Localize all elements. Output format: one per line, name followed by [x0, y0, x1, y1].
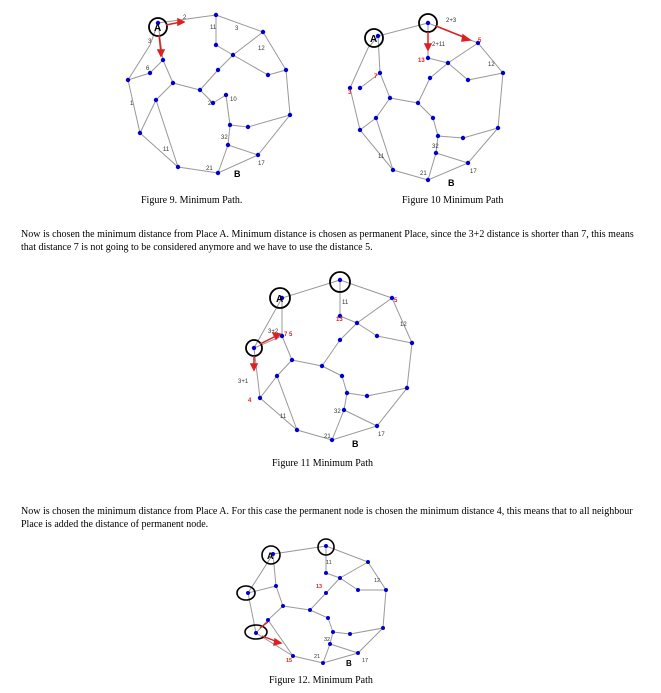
svg-text:2: 2 — [208, 101, 212, 107]
figure-10-caption: Figure 10 Minimum Path — [402, 195, 504, 206]
node-b-label: B — [234, 169, 241, 177]
svg-text:2+3: 2+3 — [446, 18, 457, 24]
svg-text:11: 11 — [163, 147, 170, 153]
node-a-label-10: A — [370, 34, 378, 45]
svg-text:11: 11 — [210, 25, 217, 31]
svg-text:32: 32 — [324, 637, 331, 643]
svg-text:5: 5 — [478, 38, 482, 44]
svg-text:7: 7 — [374, 74, 378, 80]
paragraph-2: Now is chosen the minimum distance from Place A. For this case the permanent node is chosen the minimum distance 4, this means that to all neighbour Place is added the distance of permanent node. — [21, 506, 633, 530]
figure-11-graph — [232, 268, 427, 448]
svg-text:3: 3 — [148, 39, 152, 45]
figure-12-caption: Figure 12. Minimum Path — [269, 675, 373, 686]
svg-text:B: B — [448, 178, 455, 188]
svg-text:5: 5 — [394, 298, 398, 304]
figure-12-graph — [228, 538, 408, 670]
svg-text:13: 13 — [316, 584, 323, 590]
figure-9-graph — [118, 5, 298, 177]
figure-11-caption: Figure 11 Minimum Path — [272, 458, 374, 469]
svg-text:21: 21 — [324, 434, 331, 440]
svg-text:3: 3 — [235, 26, 239, 32]
svg-text:3+1: 3+1 — [238, 379, 249, 385]
paragraph-1: Now is chosen the minimum distance from Place A. Minimum distance is chosen as permanent Place, since the 3+2 distance is shorter than 7, this means that distance 7 is not going to be considered anymore and we have to use the distance 5. — [21, 229, 634, 253]
svg-text:32: 32 — [221, 135, 228, 141]
svg-text:13: 13 — [418, 58, 425, 64]
svg-text:11: 11 — [342, 300, 349, 306]
svg-text:B: B — [346, 659, 352, 668]
figure-9-caption: Figure 9. Minimum Path. — [141, 195, 243, 206]
svg-text:2: 2 — [183, 15, 187, 21]
svg-text:17: 17 — [362, 658, 369, 664]
svg-text:21: 21 — [206, 166, 213, 172]
svg-text:12: 12 — [400, 322, 407, 328]
svg-text:17: 17 — [470, 169, 477, 175]
node-a-label: A — [154, 23, 162, 34]
svg-text:12: 12 — [258, 46, 265, 52]
figure-10-graph — [338, 8, 518, 188]
svg-text:11: 11 — [378, 154, 385, 160]
svg-text:32: 32 — [432, 144, 439, 150]
svg-text:7 5: 7 5 — [284, 332, 293, 338]
svg-text:A: A — [267, 551, 274, 561]
svg-text:21: 21 — [420, 171, 427, 177]
svg-text:3: 3 — [348, 90, 352, 96]
svg-text:32: 32 — [334, 409, 341, 415]
svg-text:15: 15 — [286, 658, 293, 664]
svg-text:6: 6 — [146, 66, 150, 72]
svg-text:10: 10 — [230, 97, 237, 103]
svg-text:3+2: 3+2 — [268, 329, 279, 335]
svg-text:4: 4 — [248, 398, 252, 404]
svg-text:12: 12 — [374, 578, 381, 584]
svg-text:11: 11 — [280, 414, 287, 420]
svg-text:13: 13 — [336, 317, 343, 323]
svg-text:11: 11 — [326, 560, 332, 566]
svg-text:B: B — [352, 439, 359, 448]
svg-text:17: 17 — [378, 432, 385, 438]
svg-text:1: 1 — [130, 101, 134, 107]
svg-text:17: 17 — [258, 161, 265, 167]
svg-text:21: 21 — [314, 654, 321, 660]
svg-text:2+11: 2+11 — [432, 42, 446, 48]
svg-text:A: A — [276, 294, 284, 305]
svg-text:12: 12 — [488, 62, 495, 68]
